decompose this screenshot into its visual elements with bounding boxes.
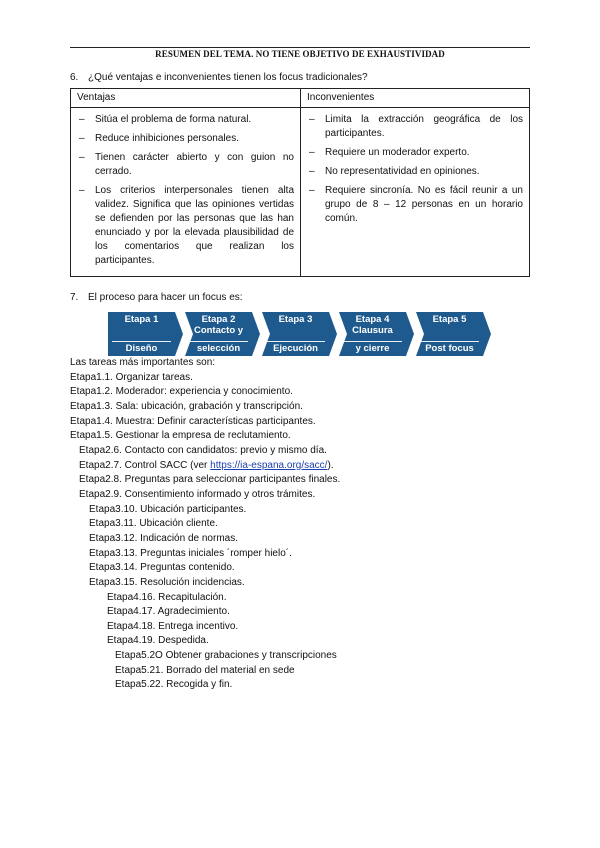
stage-label: Etapa 2 Contacto y xyxy=(193,314,244,336)
task-text: Etapa1.4. Muestra: Definir características participantes. xyxy=(70,415,316,427)
stage-sublabel: selección xyxy=(196,343,241,354)
task-text: Etapa3.14. Preguntas contenido. xyxy=(89,562,235,574)
sacc-link[interactable]: https://ia-espana.org/sacc/ xyxy=(210,459,328,471)
question-7-number: 7. xyxy=(70,292,79,303)
ventaja-item xyxy=(77,184,294,268)
task-item xyxy=(70,664,340,679)
ventaja-item xyxy=(77,151,294,179)
task-text: Etapa5.2O Obtener grabaciones y transcripciones xyxy=(115,650,337,662)
task-text: Etapa2.6. Contacto con candidatos: previo y mismo día. xyxy=(79,444,327,456)
dash-bullet: – xyxy=(79,133,85,144)
task-item xyxy=(70,532,340,547)
stage-divider xyxy=(189,341,248,342)
task-item xyxy=(70,561,340,576)
stage-label: Etapa 1 xyxy=(124,314,159,325)
task-text: Etapa1.5. Gestionar la empresa de reclutamiento. xyxy=(70,430,291,442)
task-text: Etapa4.18. Entrega incentivo. xyxy=(107,620,239,632)
stage-label: Etapa 4 Clausura xyxy=(352,314,393,336)
inconveniente-text: Requiere un moderador experto. xyxy=(325,147,470,158)
question-6-text: ¿Qué ventajas e inconvenientes tienen los focus tradicionales? xyxy=(88,72,368,83)
task-text: Etapa5.21. Borrado del material en sede xyxy=(115,664,295,676)
task-text: Etapa1.2. Moderador: experiencia y conocimiento. xyxy=(70,386,293,398)
task-text-suffix: ). xyxy=(327,459,334,471)
task-text: Etapa1.1. Organizar tareas. xyxy=(70,371,193,383)
stage-1 xyxy=(108,312,183,356)
task-text: Etapa4.19. Despedida. xyxy=(107,635,209,647)
task-item xyxy=(70,649,340,664)
task-text: Etapa3.13. Preguntas iniciales ´romper hielo´. xyxy=(89,547,292,559)
tasks-intro: Las tareas más importantes son: xyxy=(70,357,216,368)
ventaja-item xyxy=(77,113,294,127)
task-item xyxy=(70,620,340,635)
stage-label: Etapa 5 xyxy=(432,314,467,325)
inconveniente-item xyxy=(307,184,523,226)
page-header-title: RESUMEN DEL TEMA. NO TIENE OBJETIVO DE EXHAUSTIVIDAD xyxy=(155,49,445,59)
stage-sublabel: Ejecución xyxy=(273,343,318,354)
stage-sublabel: Diseño xyxy=(125,343,158,354)
task-item xyxy=(70,444,340,459)
dash-bullet: – xyxy=(79,114,85,125)
dash-bullet: – xyxy=(79,152,85,163)
stage-3 xyxy=(262,312,337,356)
dash-bullet: – xyxy=(309,185,315,196)
inconveniente-text: Limita la extracción geográfica de los participantes. xyxy=(325,114,523,139)
task-item xyxy=(70,605,340,620)
task-text: Etapa4.16. Recapitulación. xyxy=(107,591,227,603)
task-item xyxy=(70,634,340,649)
task-item xyxy=(70,473,340,488)
dash-bullet: – xyxy=(79,185,85,196)
ventaja-text: Tienen carácter abierto y con guion no cerrado. xyxy=(95,152,294,177)
ventaja-item xyxy=(77,132,294,146)
inconveniente-text: Requiere sincronía. No es fácil reunir a un grupo de 8 – 12 personas en un horario común. xyxy=(325,185,523,224)
tasks-list xyxy=(70,356,340,693)
stage-divider xyxy=(343,341,402,342)
task-text: Etapa3.10. Ubicación participantes. xyxy=(89,503,247,515)
task-item xyxy=(70,678,340,693)
stage-2 xyxy=(185,312,260,356)
task-item xyxy=(70,371,340,386)
task-item xyxy=(70,400,340,415)
task-text: Etapa5.22. Recogida y fin. xyxy=(115,679,233,691)
dash-bullet: – xyxy=(309,166,315,177)
task-item xyxy=(70,385,340,400)
process-stages-diagram xyxy=(108,312,490,356)
task-item xyxy=(70,429,340,444)
stage-5 xyxy=(416,312,491,356)
task-text: Etapa2.7. Control SACC (ver xyxy=(79,459,211,471)
task-text: Etapa3.11. Ubicación cliente. xyxy=(89,518,218,530)
stage-divider xyxy=(420,341,479,342)
task-item[interactable] xyxy=(70,459,340,474)
task-text: Etapa3.12. Indicación de normas. xyxy=(89,532,238,544)
ventajas-cell xyxy=(71,108,301,277)
stage-sublabel: Post focus xyxy=(425,343,474,354)
inconvenientes-cell xyxy=(301,108,530,277)
dash-bullet: – xyxy=(309,114,315,125)
ventaja-text: Los criterios interpersonales tienen alta validez. Significa que las opiniones vertidas se defienden por las personas que las han enunciado y por la elevada plausibilidad de los comentarios que realizan los participantes. xyxy=(95,185,294,266)
task-item xyxy=(70,517,340,532)
stage-divider xyxy=(266,341,325,342)
stage-label: Etapa 3 xyxy=(278,314,313,325)
task-item xyxy=(70,547,340,562)
question-7 xyxy=(70,292,243,303)
task-text: Etapa1.3. Sala: ubicación, grabación y transcripción. xyxy=(70,400,303,412)
task-text: Etapa3.15. Resolución incidencias. xyxy=(89,576,245,588)
stage-4 xyxy=(339,312,414,356)
stage-sublabel: y cierre xyxy=(355,343,390,354)
task-text: Etapa4.17. Agradecimiento. xyxy=(107,606,230,618)
dash-bullet: – xyxy=(309,147,315,158)
inconvenientes-list xyxy=(307,113,523,226)
inconveniente-item xyxy=(307,165,523,179)
question-7-text: El proceso para hacer un focus es: xyxy=(88,292,243,303)
ventajas-list xyxy=(77,113,294,268)
ventaja-text: Reduce inhibiciones personales. xyxy=(95,133,239,144)
ventaja-text: Sitúa el problema de forma natural. xyxy=(95,114,252,125)
task-item xyxy=(70,576,340,591)
header-rule xyxy=(70,47,530,48)
ventajas-inconvenientes-table xyxy=(70,88,530,277)
inconveniente-item xyxy=(307,113,523,141)
stage-divider xyxy=(112,341,171,342)
task-item xyxy=(70,591,340,606)
inconveniente-text: No representatividad en opiniones. xyxy=(325,166,480,177)
header-ventajas: Ventajas xyxy=(71,89,301,108)
inconveniente-item xyxy=(307,146,523,160)
task-text: Etapa2.9. Consentimiento informado y otros trámites. xyxy=(79,488,316,500)
question-6 xyxy=(70,72,368,83)
task-item xyxy=(70,415,340,430)
task-item xyxy=(70,488,340,503)
header-inconvenientes: Inconvenientes xyxy=(301,89,530,108)
task-text: Etapa2.8. Preguntas para seleccionar participantes finales. xyxy=(79,474,341,486)
task-item xyxy=(70,503,340,518)
question-6-number: 6. xyxy=(70,72,79,83)
